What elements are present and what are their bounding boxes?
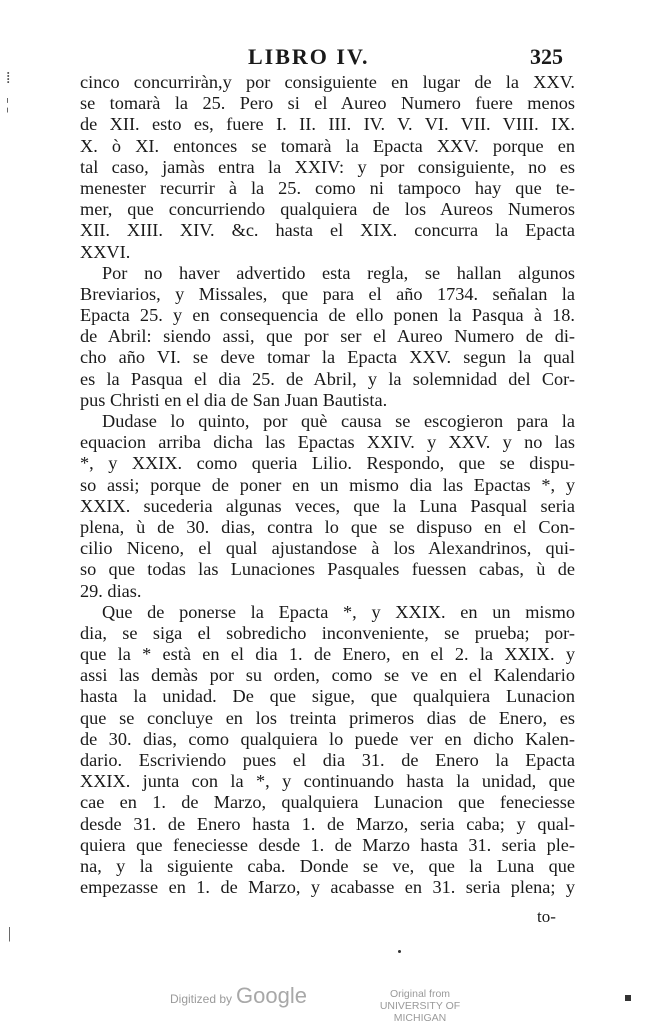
text-line: de Abril: siendo assi, que por ser el Aureo Numero de di- — [80, 326, 575, 347]
text-line: dario. Escriviendo pues el dia 31. de Enero la Epacta — [80, 750, 575, 770]
text-line: so que todas las Lunaciones Pasquales fuessen cabas, ù de — [80, 559, 575, 580]
original-from-label: Original from — [389, 988, 451, 1000]
text-line: Dudase lo quinto, por què causa se escogieron para la — [102, 411, 575, 431]
text-line: pus Christi en el dia de San Juan Bautista. — [80, 389, 388, 410]
page-header — [0, 44, 651, 74]
speck — [398, 950, 401, 953]
text-line: Que de ponerse la Epacta *, y XXIX. en un mismo — [102, 601, 575, 622]
page-number: 325 — [530, 44, 563, 69]
text-line: mer, que concurriendo qualquiera de los Aureos Numeros — [80, 199, 575, 220]
text-line: tal caso, jamàs entra la XXIV: y por consiguiente, no es — [80, 156, 575, 177]
text-line: quiera que feneciesse desde 1. de Marzo hasta 31. seria ple- — [80, 834, 575, 855]
margin-mark: ¦ — [6, 96, 10, 113]
text-line: cilio Niceno, el qual ajustandose à los Alexandrinos, qui- — [80, 538, 575, 559]
text-line: que se concluye en los treinta primeros dias de Enero, es — [80, 707, 575, 728]
original-source — [355, 988, 485, 1024]
text-line: XII. XIII. XIV. &c. hasta el XIX. concurra la Epacta — [80, 220, 575, 241]
running-title: LIBRO IV. — [248, 44, 370, 69]
text-line: so assi; porque de poner en un mismo dia las Epactas *, y — [80, 474, 575, 495]
google-logo-text: Google — [236, 983, 307, 1008]
text-line: plena, ù de 30. dias, contra lo que se dispuso en el Con- — [80, 516, 575, 537]
text-line: hasta la unidad. De que sigue, que qualquiera Lunacion — [80, 686, 575, 707]
text-line: X. ò XI. entonces se tomarà la Epacta XXV. porque en — [80, 135, 575, 156]
text-line: menester recurrir à la 25. como ni tampoco hay que te- — [80, 177, 575, 198]
body-text — [80, 72, 575, 898]
text-line: XXIX. sucederia algunas veces, que la Luna Pasqual seria — [80, 495, 575, 516]
text-line: na, y la siguiente caba. Donde se ve, que la Luna que — [80, 855, 575, 876]
text-line: Epacta 25. y en consequencia de ello ponen la Pasqua à 18. — [80, 305, 575, 326]
text-line: es la Pasqua el dia 25. de Abril, y la solemnidad del Cor- — [80, 368, 575, 389]
text-line: se tomarà la 25. Pero si el Aureo Numero fuere menos — [80, 93, 575, 114]
text-line: cinco concurriràn,y por consiguiente en lugar de la XXV. — [80, 72, 575, 92]
text-line: cae en 1. de Marzo, qualquiera Lunacion que feneciesse — [80, 792, 575, 813]
text-line: que la * està en el dia 1. de Enero, en el 2. la XXIX. y — [80, 644, 575, 665]
text-line: XXIX. junta con la *, y continuando hasta la unidad, que — [80, 771, 575, 792]
catchword: to- — [537, 907, 556, 926]
text-line: dia, se siga el sobredicho inconveniente, se prueba; por- — [80, 622, 575, 643]
text-line: Breviarios, y Missales, que para el año 1734. señalan la — [80, 283, 575, 304]
text-line: 29. dias. — [80, 580, 142, 601]
digitized-by-label: Digitized by — [170, 992, 233, 1006]
margin-mark: | — [8, 925, 12, 942]
digitization-footer — [0, 983, 651, 1024]
text-line: desde 31. de Enero hasta 1. de Marzo, seria caba; y qual- — [80, 813, 575, 834]
text-line: *, y XXIX. como queria Lilio. Respondo, que se dispu- — [80, 453, 575, 474]
university-label: UNIVERSITY OF MICHIGAN — [379, 1000, 461, 1024]
text-line: Por no haver advertido esta regla, se hallan algunos — [102, 262, 575, 283]
text-line: empezasse en 1. de Marzo, y acabasse en 31. seria plena; y — [80, 877, 575, 898]
text-line: assi las demàs por su orden, como se ve en el Kalendario — [80, 665, 575, 686]
text-line: cho año VI. se deve tomar la Epacta XXV. segun la qual — [80, 347, 575, 368]
text-line: XXVI. — [80, 241, 131, 262]
text-line: de XII. esto es, fuere I. II. III. IV. V. VI. VII. VIII. IX. — [80, 114, 575, 135]
margin-mark: ⁞ — [6, 70, 11, 87]
text-line: de 30. dias, como qualquiera lo puede ver en dicho Kalen- — [80, 728, 575, 749]
text-line: equacion arriba dicha las Epactas XXIV. y XXV. y no las — [80, 432, 575, 453]
